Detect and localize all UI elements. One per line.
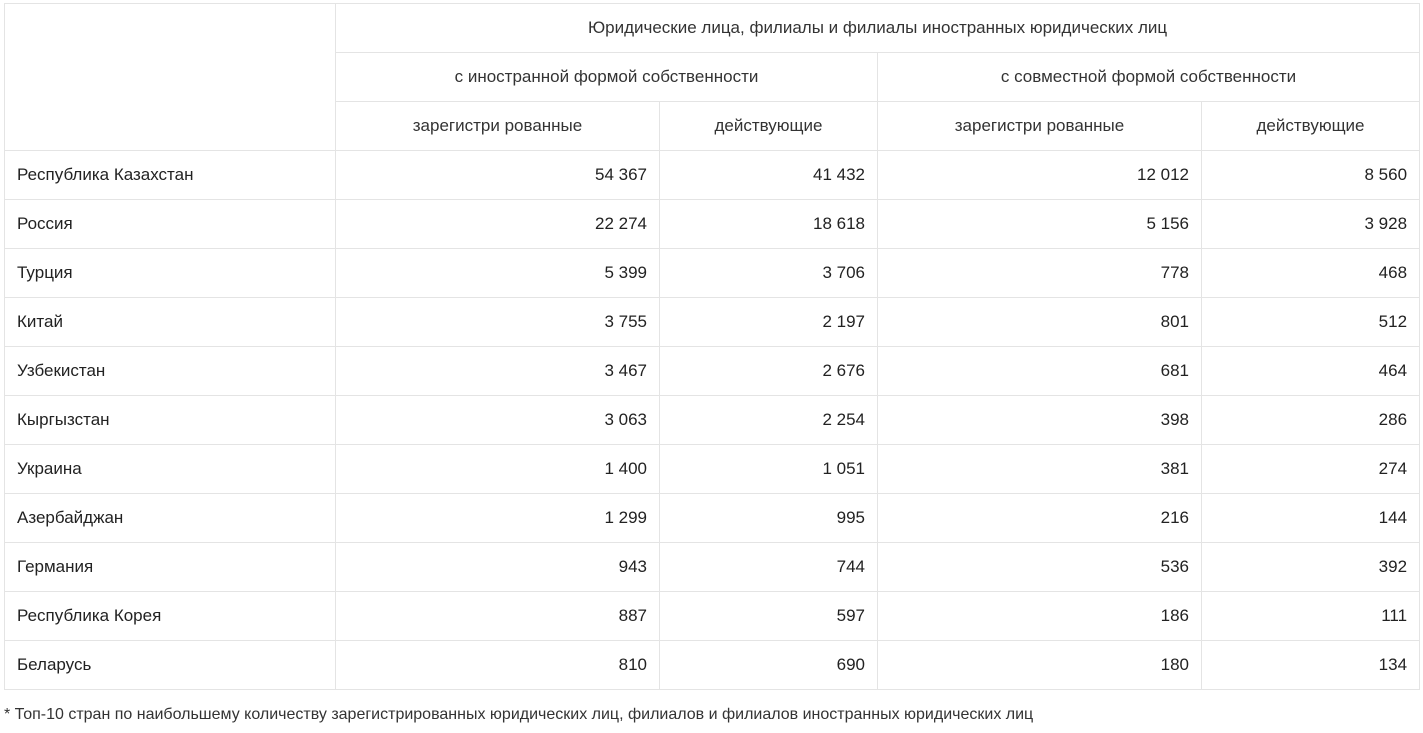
joint-registered-value: 5 156 — [878, 200, 1202, 249]
country-name: Азербайджан — [5, 494, 336, 543]
country-name: Республика Корея — [5, 592, 336, 641]
header-subcol-joint-active: действующие — [1202, 102, 1420, 151]
joint-active-value: 111 — [1202, 592, 1420, 641]
joint-registered-value: 186 — [878, 592, 1202, 641]
joint-registered-value: 681 — [878, 347, 1202, 396]
joint-registered-value: 216 — [878, 494, 1202, 543]
joint-active-value: 286 — [1202, 396, 1420, 445]
country-name: Россия — [5, 200, 336, 249]
foreign-registered-value: 1 299 — [336, 494, 660, 543]
header-corner-empty — [5, 4, 336, 151]
joint-registered-value: 381 — [878, 445, 1202, 494]
foreign-registered-value: 54 367 — [336, 151, 660, 200]
country-name: Беларусь — [5, 641, 336, 690]
joint-active-value: 464 — [1202, 347, 1420, 396]
foreign-active-value: 995 — [660, 494, 878, 543]
foreign-active-value: 18 618 — [660, 200, 878, 249]
joint-registered-value: 778 — [878, 249, 1202, 298]
joint-registered-value: 12 012 — [878, 151, 1202, 200]
joint-active-value: 134 — [1202, 641, 1420, 690]
foreign-registered-value: 943 — [336, 543, 660, 592]
header-group-joint: с совместной формой собственности — [878, 53, 1420, 102]
joint-registered-value: 801 — [878, 298, 1202, 347]
country-name: Китай — [5, 298, 336, 347]
table-row — [5, 494, 1420, 543]
foreign-active-value: 2 254 — [660, 396, 878, 445]
foreign-active-value: 1 051 — [660, 445, 878, 494]
foreign-registered-value: 3 467 — [336, 347, 660, 396]
header-subcol-joint-registered: зарегистри рованные — [878, 102, 1202, 151]
joint-active-value: 512 — [1202, 298, 1420, 347]
country-name: Республика Казахстан — [5, 151, 336, 200]
header-group-foreign: с иностранной формой собственности — [336, 53, 878, 102]
foreign-registered-value: 1 400 — [336, 445, 660, 494]
foreign-active-value: 2 197 — [660, 298, 878, 347]
table-footnote: * Топ-10 стран по наибольшему количеству зарегистрированных юридических лиц, филиалов и филиалов иностранных юридических лиц — [4, 706, 1034, 723]
table-row — [5, 543, 1420, 592]
foreign-registered-value: 810 — [336, 641, 660, 690]
foreign-registered-value: 22 274 — [336, 200, 660, 249]
legal-entities-table — [4, 3, 1420, 690]
joint-registered-value: 398 — [878, 396, 1202, 445]
table-row — [5, 298, 1420, 347]
table-row — [5, 249, 1420, 298]
foreign-active-value: 41 432 — [660, 151, 878, 200]
table-row — [5, 347, 1420, 396]
country-name: Узбекистан — [5, 347, 336, 396]
foreign-active-value: 3 706 — [660, 249, 878, 298]
table-header — [5, 4, 1420, 151]
header-row-top — [5, 4, 1420, 53]
table-row — [5, 396, 1420, 445]
country-name: Германия — [5, 543, 336, 592]
foreign-registered-value: 3 755 — [336, 298, 660, 347]
table-row — [5, 641, 1420, 690]
joint-active-value: 274 — [1202, 445, 1420, 494]
header-subcol-foreign-active: действующие — [660, 102, 878, 151]
statistics-table-container — [4, 3, 1420, 690]
country-name: Турция — [5, 249, 336, 298]
foreign-registered-value: 887 — [336, 592, 660, 641]
header-subcol-foreign-registered: зарегистри рованные — [336, 102, 660, 151]
joint-active-value: 8 560 — [1202, 151, 1420, 200]
joint-active-value: 468 — [1202, 249, 1420, 298]
foreign-active-value: 744 — [660, 543, 878, 592]
country-name: Украина — [5, 445, 336, 494]
header-top-title: Юридические лица, филиалы и филиалы иностранных юридических лиц — [336, 4, 1420, 53]
table-body — [5, 151, 1420, 690]
foreign-active-value: 597 — [660, 592, 878, 641]
joint-active-value: 392 — [1202, 543, 1420, 592]
table-row — [5, 592, 1420, 641]
foreign-registered-value: 3 063 — [336, 396, 660, 445]
foreign-registered-value: 5 399 — [336, 249, 660, 298]
joint-registered-value: 180 — [878, 641, 1202, 690]
table-row — [5, 445, 1420, 494]
joint-active-value: 3 928 — [1202, 200, 1420, 249]
table-row — [5, 200, 1420, 249]
foreign-active-value: 2 676 — [660, 347, 878, 396]
country-name: Кыргызстан — [5, 396, 336, 445]
joint-active-value: 144 — [1202, 494, 1420, 543]
joint-registered-value: 536 — [878, 543, 1202, 592]
table-row — [5, 151, 1420, 200]
foreign-active-value: 690 — [660, 641, 878, 690]
